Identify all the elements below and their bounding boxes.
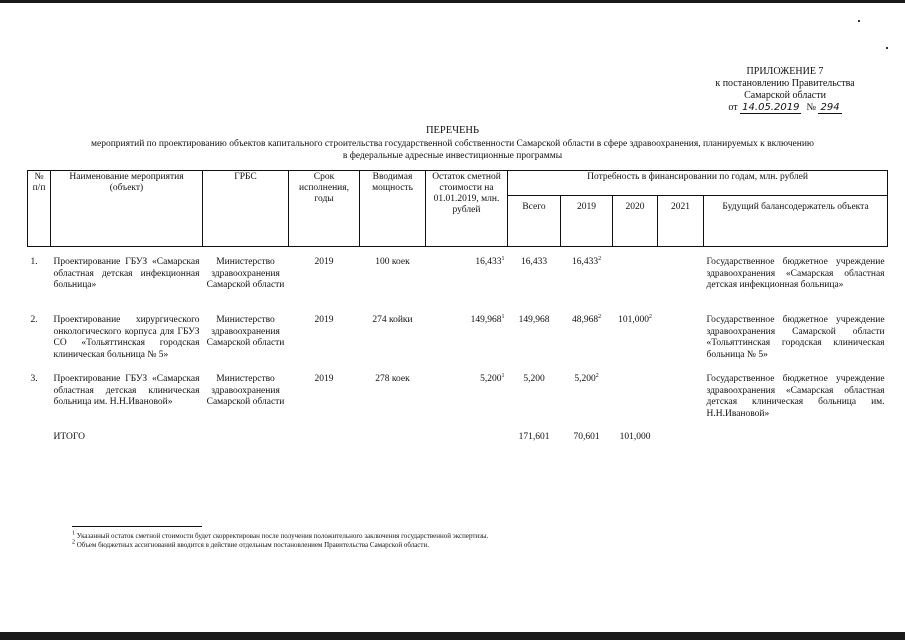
row-capacity: 274 койки	[372, 315, 413, 325]
header-funding: Потребность в финансировании по годам, млн. рублей	[508, 171, 888, 196]
row-2019: 48,968$^2$	[571, 313, 602, 325]
header-2021: 2021	[658, 196, 704, 247]
footnote-separator	[72, 526, 202, 527]
appendix-date-line	[700, 102, 870, 114]
handwritten-number: 294	[820, 102, 840, 113]
table-row	[28, 374, 888, 432]
appendix-line1: к постановлению Правительства	[715, 78, 855, 89]
scan-top-border	[0, 0, 905, 3]
total-sum: 171,601	[518, 432, 550, 442]
row-2019: 16,433$^2$	[571, 255, 602, 267]
row-num: 2.	[30, 315, 38, 325]
total-label: ИТОГО	[53, 432, 86, 442]
row-holder: Государственное бюджетное учреждение здравоохранения Самарской области «Тольяттинская городская клиническая больница № 5»	[706, 315, 885, 360]
header-capacity: Вводимая мощность	[360, 171, 426, 247]
table-row	[28, 257, 888, 315]
row-term: 2019	[314, 315, 334, 325]
row-2021	[658, 315, 704, 374]
row-remainder: 5,200$^1$	[480, 372, 505, 384]
row-grbs: Министерство здравоохранения Самарской области	[206, 257, 285, 290]
row-2020	[613, 374, 658, 432]
handwritten-date: 14.05.2019	[742, 102, 800, 113]
document-subtitle-1: мероприятий по проектированию объектов капитального строительства государственной собственности Самарской области в сфере здравоохранения, планируемых к включению	[90, 139, 815, 149]
document-title: ПЕРЕЧЕНЬ	[425, 125, 480, 136]
row-capacity: 100 коек	[375, 257, 410, 267]
row-capacity: 278 коек	[375, 374, 410, 384]
row-num: 1.	[30, 257, 38, 267]
scan-speck	[886, 47, 888, 49]
number-prefix: №	[806, 102, 816, 113]
header-holder: Будущий балансодержатель объекта	[704, 196, 888, 247]
total-2020: 101,000	[619, 432, 651, 442]
row-name: Проектирование ГБУЗ «Самарская областная детская инфекционная больница»	[53, 257, 200, 290]
footnote-1: $^1$ Указанный остаток сметной стоимости будет скорректирован после получения положительного заключения государственной экспертизы.	[72, 530, 489, 540]
row-name: Проектирование ГБУЗ «Самарская областная детская клиническая больница им. Н.Н.Ивановой»	[53, 374, 200, 407]
measures-table	[27, 170, 888, 452]
header-name: Наименование мероприятия (объект)	[51, 171, 203, 247]
footnote-2: $^2$ Объем бюджетных ассигнований вводится в действие отдельным постановлением Правительства Самарской области.	[72, 539, 429, 549]
header-term: Срок исполнения, годы	[289, 171, 360, 247]
appendix-line2: Самарской области	[744, 90, 826, 101]
row-grbs: Министерство здравоохранения Самарской области	[206, 315, 285, 348]
footnotes	[72, 532, 852, 550]
row-holder: Государственное бюджетное учреждение здравоохранения «Самарская областная детская инфекционная больница»	[706, 257, 885, 290]
appendix-title: ПРИЛОЖЕНИЕ 7	[746, 66, 824, 77]
header-row-1	[28, 171, 888, 196]
row-2020: 101,000$^2$	[618, 313, 652, 325]
row-total: 5,200	[523, 374, 545, 384]
document-subtitle-2: в федеральные адресные инвестиционные программы	[342, 151, 563, 161]
row-holder: Государственное бюджетное учреждение здравоохранения «Самарская областная детская клиническая больница им. Н.Н.Ивановой»	[706, 374, 885, 419]
header-num: № п/п	[28, 171, 51, 247]
total-2019: 70,601	[573, 432, 600, 442]
row-num: 3.	[30, 374, 38, 384]
row-remainder: 149,968$^1$	[470, 313, 505, 325]
appendix-block	[700, 66, 870, 114]
table-row	[28, 315, 888, 374]
header-total: Всего	[508, 196, 561, 247]
row-2021	[658, 374, 704, 432]
row-2020	[613, 257, 658, 315]
row-remainder: 16,433$^1$	[475, 255, 505, 267]
date-prefix: от	[728, 102, 738, 113]
row-total: 149,968	[518, 315, 550, 325]
row-name: Проектирование хирургического онкологического корпуса для ГБУЗ СО «Тольяттинская городская клиническая больница № 5»	[53, 315, 200, 360]
header-2020: 2020	[613, 196, 658, 247]
row-term: 2019	[314, 257, 334, 267]
row-grbs: Министерство здравоохранения Самарской области	[206, 374, 285, 407]
header-grbs: ГРБС	[203, 171, 289, 247]
scan-bottom-border	[0, 632, 905, 640]
scan-speck	[858, 20, 860, 22]
header-remainder: Остаток сметной стоимости на 01.01.2019, млн. рублей	[426, 171, 508, 247]
row-2019: 5,200$^2$	[574, 372, 599, 384]
row-term: 2019	[314, 374, 334, 384]
row-total: 16,433	[520, 257, 548, 267]
header-2019: 2019	[561, 196, 613, 247]
row-2021	[658, 257, 704, 315]
total-row	[28, 432, 888, 452]
